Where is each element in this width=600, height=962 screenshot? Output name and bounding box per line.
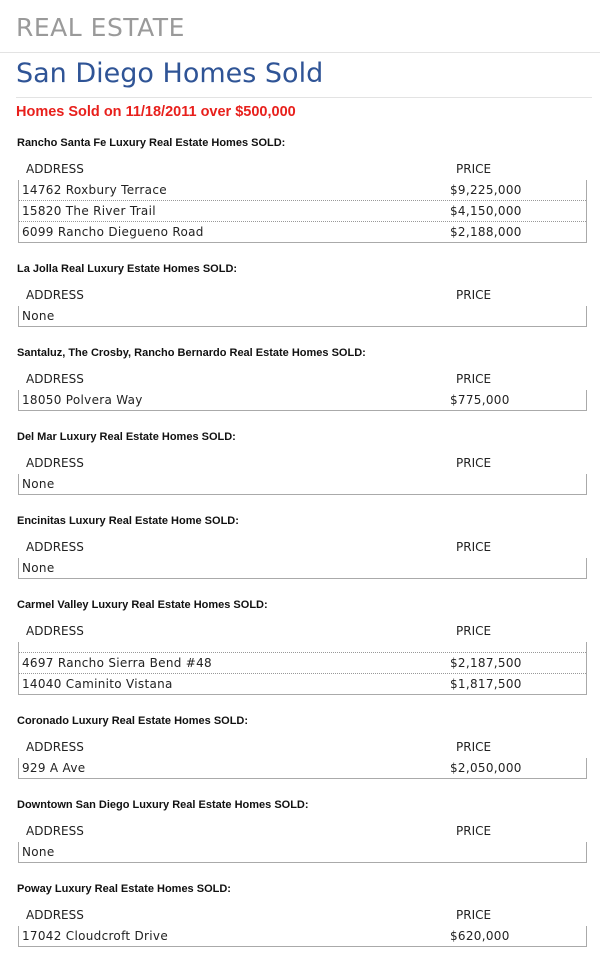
sales-table bbox=[18, 180, 587, 243]
price-column-header: PRICE bbox=[456, 456, 492, 470]
table-row bbox=[19, 758, 586, 778]
table-header bbox=[0, 621, 600, 642]
address-cell: None bbox=[22, 561, 55, 575]
table-row bbox=[19, 306, 586, 326]
price-cell: $2,187,500 bbox=[450, 656, 522, 670]
sales-table bbox=[18, 758, 587, 779]
price-column-header: PRICE bbox=[456, 824, 492, 838]
price-cell: $1,817,500 bbox=[450, 677, 522, 691]
table-row bbox=[19, 180, 586, 200]
table-row bbox=[19, 558, 586, 578]
price-column-header: PRICE bbox=[456, 372, 492, 386]
table-row bbox=[19, 652, 586, 673]
table-header bbox=[0, 821, 600, 842]
table-row bbox=[19, 673, 586, 694]
table-row bbox=[19, 842, 586, 862]
sales-table bbox=[18, 306, 587, 327]
price-column-header: PRICE bbox=[456, 908, 492, 922]
address-cell: 15820 The River Trail bbox=[22, 204, 156, 218]
table-header bbox=[0, 537, 600, 558]
area-section bbox=[0, 593, 600, 695]
price-cell: $775,000 bbox=[450, 393, 510, 407]
divider bbox=[16, 97, 592, 98]
sales-table bbox=[18, 842, 587, 863]
address-cell: None bbox=[22, 477, 55, 491]
area-heading: Santaluz, The Crosby, Rancho Bernardo Real Estate Homes SOLD: bbox=[17, 347, 366, 359]
price-cell: $4,150,000 bbox=[450, 204, 522, 218]
address-cell: 17042 Cloudcroft Drive bbox=[22, 929, 169, 943]
area-section bbox=[0, 793, 600, 863]
address-cell: 4697 Rancho Sierra Bend #48 bbox=[22, 656, 212, 670]
area-section bbox=[0, 509, 600, 579]
areas-list bbox=[0, 131, 600, 947]
address-column-header: ADDRESS bbox=[26, 824, 84, 838]
sold-date-subtitle: Homes Sold on 11/18/2011 over $500,000 bbox=[16, 104, 296, 120]
price-cell: $620,000 bbox=[450, 929, 510, 943]
table-header bbox=[0, 453, 600, 474]
area-heading: Coronado Luxury Real Estate Homes SOLD: bbox=[17, 715, 249, 727]
price-column-header: PRICE bbox=[456, 624, 492, 638]
table-row bbox=[19, 200, 586, 221]
area-heading: Poway Luxury Real Estate Homes SOLD: bbox=[17, 883, 231, 895]
price-cell: $2,188,000 bbox=[450, 225, 522, 239]
address-column-header: ADDRESS bbox=[26, 624, 84, 638]
table-header bbox=[0, 905, 600, 926]
table-row bbox=[19, 390, 586, 410]
address-column-header: ADDRESS bbox=[26, 908, 84, 922]
price-column-header: PRICE bbox=[456, 740, 492, 754]
area-heading: Rancho Santa Fe Luxury Real Estate Homes SOLD: bbox=[17, 137, 286, 149]
address-column-header: ADDRESS bbox=[26, 288, 84, 302]
area-section bbox=[0, 709, 600, 779]
address-cell: 14040 Caminito Vistana bbox=[22, 677, 173, 691]
table-row bbox=[19, 642, 586, 652]
price-cell: $2,050,000 bbox=[450, 761, 522, 775]
table-row bbox=[19, 221, 586, 242]
area-section bbox=[0, 341, 600, 411]
area-section bbox=[0, 257, 600, 327]
divider bbox=[0, 52, 600, 53]
area-heading: Encinitas Luxury Real Estate Home SOLD: bbox=[17, 515, 239, 527]
price-column-header: PRICE bbox=[456, 288, 492, 302]
sales-table bbox=[18, 558, 587, 579]
area-heading: Downtown San Diego Luxury Real Estate Homes SOLD: bbox=[17, 799, 309, 811]
area-section bbox=[0, 131, 600, 243]
sales-table bbox=[18, 642, 587, 695]
price-column-header: PRICE bbox=[456, 540, 492, 554]
address-cell: 14762 Roxbury Terrace bbox=[22, 183, 167, 197]
address-cell: 6099 Rancho Diegueno Road bbox=[22, 225, 204, 239]
area-heading: Del Mar Luxury Real Estate Homes SOLD: bbox=[17, 431, 236, 443]
address-column-header: ADDRESS bbox=[26, 740, 84, 754]
sales-table bbox=[18, 474, 587, 495]
table-header bbox=[0, 369, 600, 390]
sales-table bbox=[18, 926, 587, 947]
page-title: San Diego Homes Sold bbox=[16, 58, 324, 89]
table-header bbox=[0, 285, 600, 306]
area-section bbox=[0, 877, 600, 947]
address-column-header: ADDRESS bbox=[26, 372, 84, 386]
area-heading: La Jolla Real Luxury Estate Homes SOLD: bbox=[17, 263, 238, 275]
sales-table bbox=[18, 390, 587, 411]
price-column-header: PRICE bbox=[456, 162, 492, 176]
price-cell: $9,225,000 bbox=[450, 183, 522, 197]
address-cell: None bbox=[22, 309, 55, 323]
area-section bbox=[0, 425, 600, 495]
table-row bbox=[19, 926, 586, 946]
table-header bbox=[0, 159, 600, 180]
address-cell: 18050 Polvera Way bbox=[22, 393, 143, 407]
table-row bbox=[19, 474, 586, 494]
address-cell: None bbox=[22, 845, 55, 859]
table-header bbox=[0, 737, 600, 758]
address-column-header: ADDRESS bbox=[26, 540, 84, 554]
area-heading: Carmel Valley Luxury Real Estate Homes SOLD: bbox=[17, 599, 268, 611]
address-column-header: ADDRESS bbox=[26, 162, 84, 176]
section-label: REAL ESTATE bbox=[16, 13, 185, 42]
address-column-header: ADDRESS bbox=[26, 456, 84, 470]
address-cell: 929 A Ave bbox=[22, 761, 86, 775]
